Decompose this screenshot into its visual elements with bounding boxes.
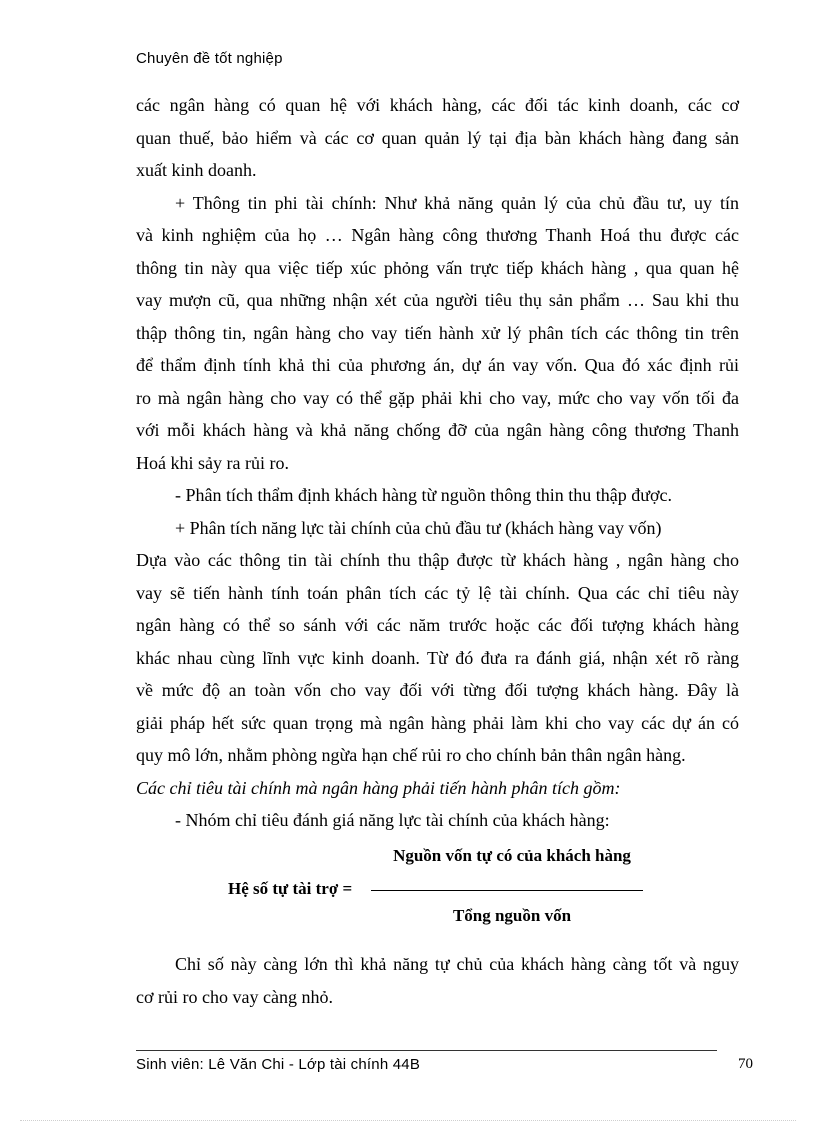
fraction-bar — [371, 890, 643, 891]
text-line: quy mô lớn, nhằm phòng ngừa hạn chế rủi ro cho chính bản thân ngân hàng. — [136, 745, 686, 765]
page-bottom-border — [20, 1120, 796, 1121]
text-line: - Phân tích thẩm định khách hàng từ nguồn thông thin thu thập được. — [175, 485, 672, 505]
text-line: thông tin này qua việc tiếp xúc phỏng vấn trực tiếp khách hàng , qua quan hệ — [136, 257, 739, 278]
text-line: Chỉ số này càng lớn thì khả năng tự chủ của khách hàng càng tốt và nguy — [175, 954, 739, 974]
footer-divider — [136, 1050, 717, 1051]
text-line: giải pháp hết sức quan trọng mà ngân hàng phải làm khi cho vay các dự án có — [136, 712, 739, 733]
text-line: ro mà ngân hàng cho vay có thể gặp phải khi cho vay, mức cho vay vốn tối đa — [136, 387, 739, 408]
text-line: về mức độ an toàn vốn cho vay đối với từng đối tượng khách hàng. Đây là — [136, 680, 739, 700]
text-line: thập thông tin, ngân hàng cho vay tiến hành xử lý phân tích các thông tin trên — [136, 322, 739, 343]
formula-self-financing-ratio — [228, 846, 658, 936]
page-number: 70 — [738, 1056, 753, 1072]
text-line: xuất kinh doanh. — [136, 160, 257, 180]
footer-author: Sinh viên: Lê Văn Chi - Lớp tài chính 44B — [136, 1056, 421, 1073]
text-line: các ngân hàng có quan hệ với khách hàng, các đối tác kinh doanh, các cơ — [136, 95, 739, 115]
text-line: khác nhau cùng lĩnh vực kinh doanh. Từ đó đưa ra đánh giá, nhận xét rõ ràng — [136, 647, 739, 668]
text-line: và kinh nghiệm của họ … Ngân hàng công thương Thanh Hoá thu được các — [136, 225, 739, 245]
formula-denominator: Tổng nguồn vốn — [452, 906, 572, 925]
formula-numerator: Nguồn vốn tự có của khách hàng — [393, 846, 631, 865]
body-text — [136, 89, 739, 837]
text-line: Dựa vào các thông tin tài chính thu thập được từ khách hàng , ngân hàng cho — [136, 550, 739, 570]
text-line: cơ rủi ro cho vay càng nhỏ. — [136, 986, 333, 1007]
text-line: để thẩm định tính khả thi của phương án, dự án vay vốn. Qua đó xác định rủi — [136, 355, 739, 375]
page-header-title: Chuyên đề tốt nghiệp — [136, 50, 283, 67]
text-line: vay mượn cũ, qua những nhận xét của người tiêu thụ sản phẩm … Sau khi thu — [136, 290, 739, 310]
text-line: - Nhóm chỉ tiêu đánh giá năng lực tài chính của khách hàng: — [175, 810, 610, 830]
formula-lhs: Hệ số tự tài trợ = — [228, 879, 353, 898]
text-line: quan thuế, bảo hiểm và các cơ quan quản lý tại địa bàn khách hàng đang sản — [136, 127, 739, 148]
text-line: + Thông tin phi tài chính: Như khả năng quản lý của chủ đầu tư, uy tín — [175, 192, 739, 213]
text-line: với mỗi khách hàng và khả năng chống đỡ của ngân hàng công thương Thanh — [136, 420, 739, 440]
text-line-italic: Các chỉ tiêu tài chính mà ngân hàng phải tiến hành phân tích gồm: — [136, 777, 621, 798]
text-line: Hoá khi sảy ra rủi ro. — [136, 452, 289, 473]
closing-text — [136, 948, 739, 1013]
text-line: vay sẽ tiến hành tính toán phân tích các tỷ lệ tài chính. Qua các chỉ tiêu này — [136, 582, 739, 603]
text-line: + Phân tích năng lực tài chính của chủ đầu tư (khách hàng vay vốn) — [175, 517, 662, 538]
text-line: ngân hàng có thể so sánh với các năm trước hoặc các đối tượng khách hàng — [136, 615, 739, 635]
